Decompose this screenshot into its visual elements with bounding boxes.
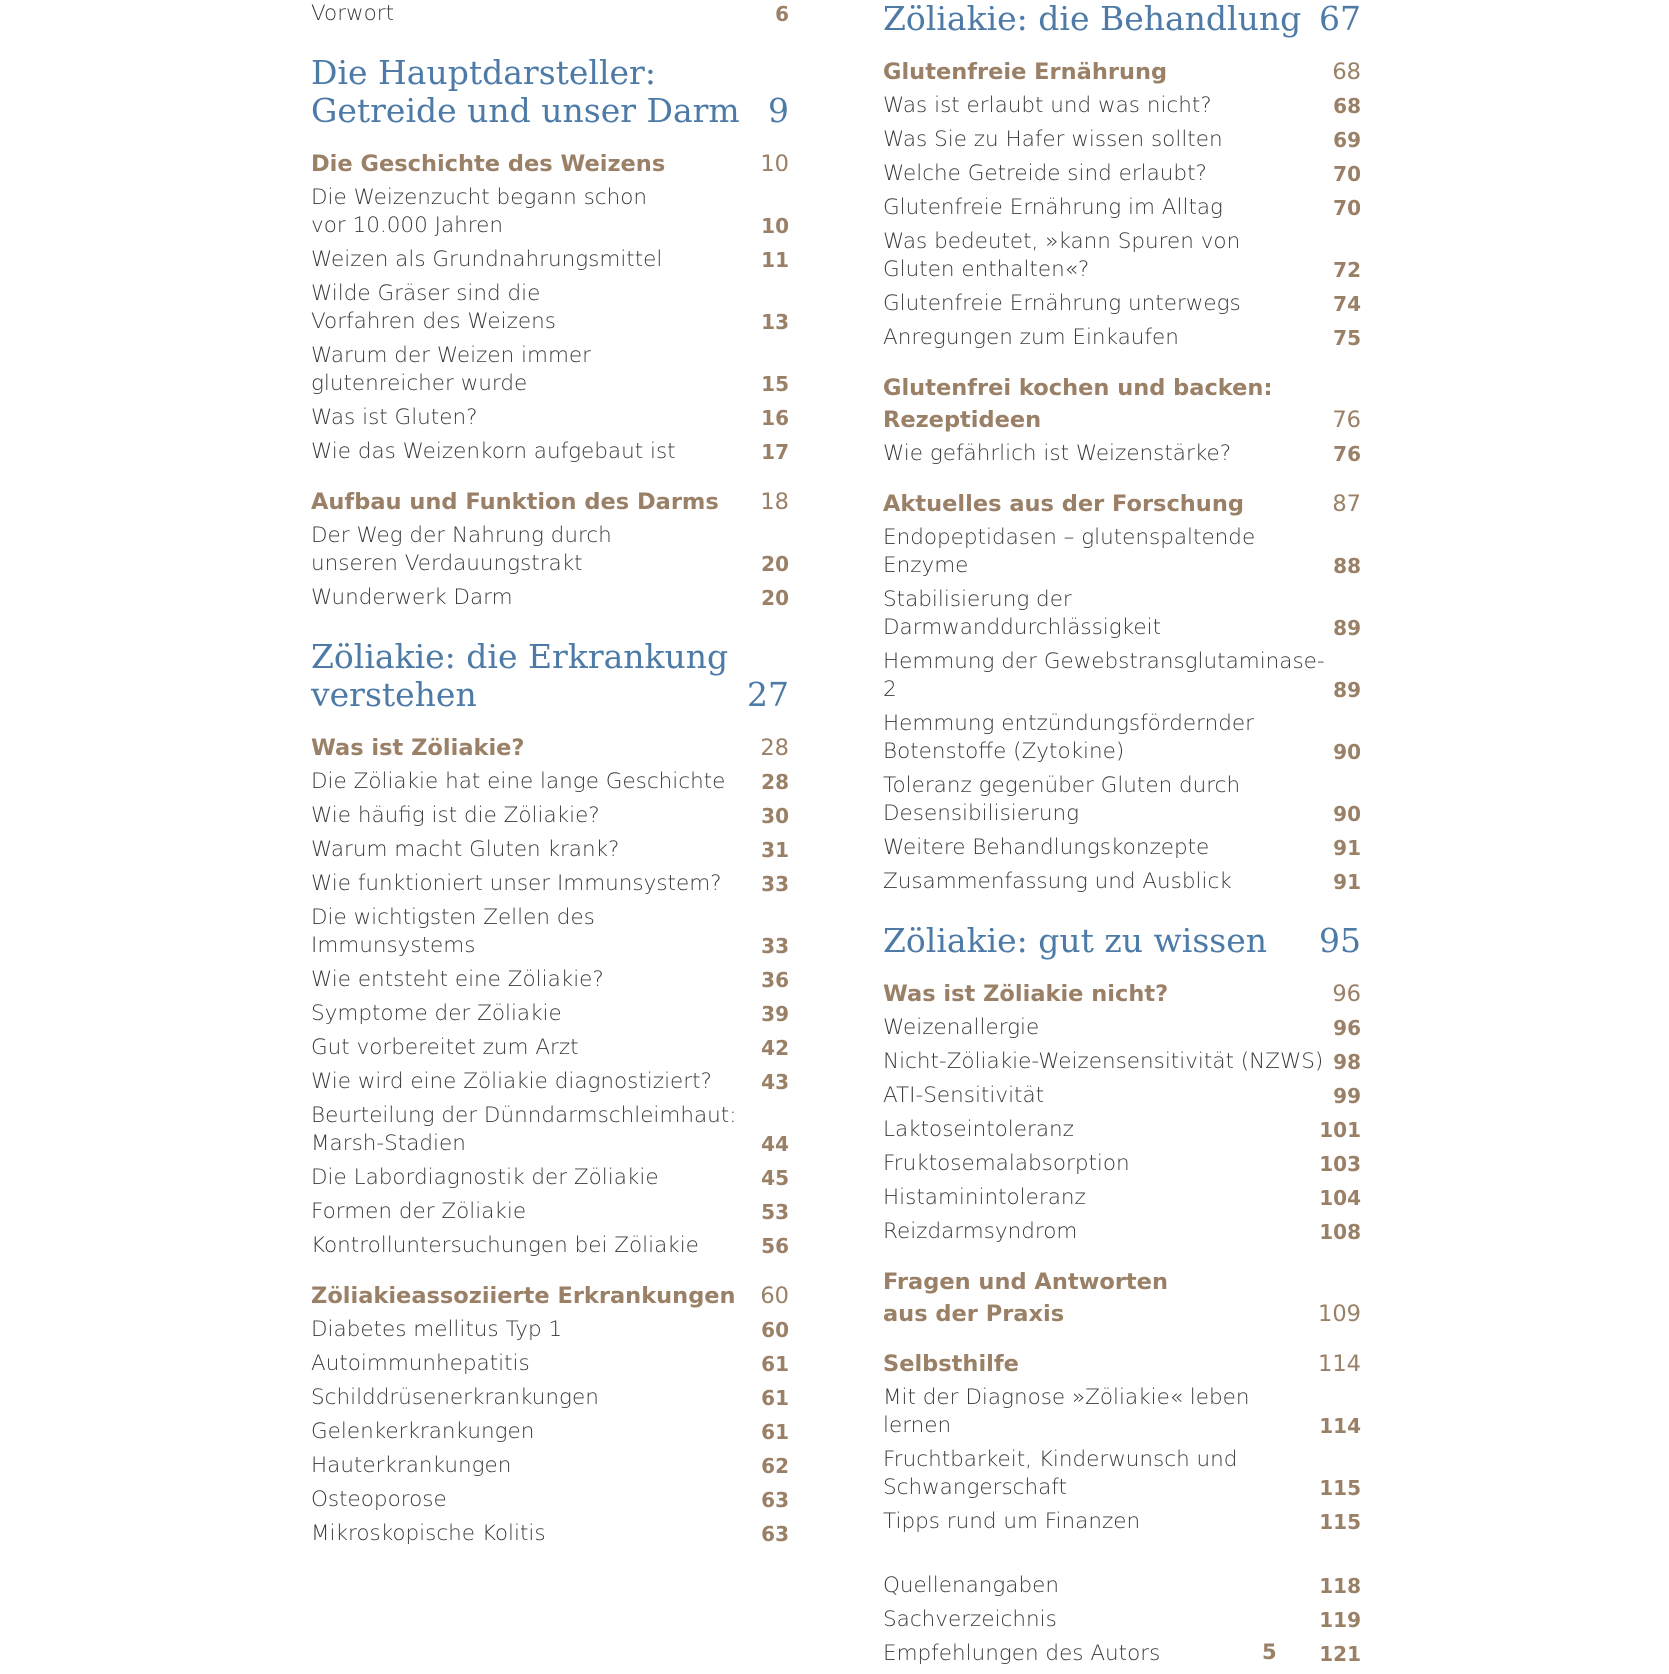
- toc-entry-title: Weizenallergie: [883, 1015, 1040, 1040]
- toc-gap: [311, 472, 789, 486]
- toc-section-title: Glutenfreie Ernährung: [883, 59, 1168, 85]
- toc-entry-page-number: 72: [1333, 258, 1361, 282]
- toc-entry[interactable]: [883, 586, 1361, 642]
- toc-entry-page-number: 91: [1333, 836, 1361, 860]
- toc-chapter[interactable]: [311, 54, 789, 130]
- toc-entry-title: Was ist Gluten?: [311, 405, 478, 430]
- toc-entry-page-number: 45: [761, 1166, 789, 1190]
- toc-entry-page-number: 114: [1319, 1414, 1361, 1438]
- toc-entry-title: Laktoseintoleranz: [883, 1117, 1074, 1142]
- toc-entry[interactable]: [311, 1198, 789, 1226]
- toc-entry[interactable]: [311, 1486, 789, 1514]
- toc-entry-page-number: 16: [761, 406, 789, 430]
- toc-entry-page-number: 98: [1333, 1050, 1361, 1074]
- toc-entry-page-number: 108: [1319, 1220, 1361, 1244]
- toc-entry[interactable]: [311, 768, 789, 796]
- toc-entry-page-number: 103: [1319, 1152, 1361, 1176]
- toc-entry-title: Was bedeutet, »kann Spuren von Gluten enthalten«?: [883, 229, 1241, 282]
- toc-section-page-number: 87: [1332, 491, 1361, 517]
- toc-entry[interactable]: [883, 834, 1361, 862]
- toc-entry-page-number: 44: [761, 1132, 789, 1156]
- toc-entry[interactable]: [311, 1102, 789, 1158]
- toc-entry-title: Die Labordiagnostik der Zöliakie: [311, 1165, 659, 1190]
- toc-entry-page-number: 89: [1333, 616, 1361, 640]
- toc-entry-page-number: 104: [1319, 1186, 1361, 1210]
- toc-entry-title: Was ist erlaubt und was nicht?: [883, 93, 1212, 118]
- toc-entry-page-number: 11: [761, 248, 789, 272]
- toc-entry-page-number: 33: [761, 872, 789, 896]
- toc-entry-title: Endopeptidasen – glutenspaltende Enzyme: [883, 525, 1256, 578]
- toc-entry-title: Autoimmunhepatitis: [311, 1351, 530, 1376]
- toc-entry-page-number: 69: [1333, 128, 1361, 152]
- toc-entry[interactable]: [311, 584, 789, 612]
- toc-chapter-page-number: 67: [1319, 0, 1361, 38]
- toc-entry[interactable]: [883, 1150, 1361, 1178]
- toc-entry-title: Fruktosemalabsorption: [883, 1151, 1130, 1176]
- toc-entry-title: Was Sie zu Hafer wissen sollten: [883, 127, 1223, 152]
- toc-entry-page-number: 63: [761, 1488, 789, 1512]
- toc-section-page-number: 10: [760, 151, 789, 177]
- toc-section-title: Glutenfrei kochen und backen: Rezeptideen: [883, 375, 1273, 433]
- toc-entry[interactable]: [311, 904, 789, 960]
- toc-entry[interactable]: [883, 1014, 1361, 1042]
- toc-gap: [883, 474, 1361, 488]
- toc-entry[interactable]: [311, 438, 789, 466]
- toc-entry[interactable]: [883, 524, 1361, 580]
- toc-entry-page-number: 13: [761, 310, 789, 334]
- toc-entry-title: Kontrolluntersuchungen bei Zöliakie: [311, 1233, 699, 1258]
- toc-entry-page-number: 70: [1333, 162, 1361, 186]
- toc-entry[interactable]: [311, 1350, 789, 1378]
- toc-entry-page-number: 91: [1333, 870, 1361, 894]
- toc-entry-title: Schilddrüsenerkrankungen: [311, 1385, 599, 1410]
- toc-entry[interactable]: [311, 836, 789, 864]
- toc-entry-page-number: 96: [1333, 1016, 1361, 1040]
- toc-section-title: Was ist Zöliakie?: [311, 735, 525, 761]
- toc-entry[interactable]: [883, 1446, 1361, 1502]
- toc-entry-page-number: 115: [1319, 1476, 1361, 1500]
- toc-entry-page-number: 61: [761, 1352, 789, 1376]
- toc-chapter-title: Zöliakie: die Behandlung: [883, 0, 1302, 38]
- toc-entry[interactable]: [883, 160, 1361, 188]
- toc-entry-page-number: 20: [761, 586, 789, 610]
- toc-entry[interactable]: [311, 522, 789, 578]
- toc-entry-title: Symptome der Zöliakie: [311, 1001, 562, 1026]
- toc-spacer: [883, 1542, 1361, 1572]
- toc-chapter-title: Zöliakie: gut zu wissen: [883, 921, 1267, 960]
- toc-entry-page-number: 101: [1319, 1118, 1361, 1142]
- toc-entry-page-number: 90: [1333, 740, 1361, 764]
- toc-section-page-number: 114: [1318, 1351, 1361, 1377]
- toc-entry-title: Mikroskopische Kolitis: [311, 1521, 546, 1546]
- toc-entry-page-number: 36: [761, 968, 789, 992]
- toc-entry-page-number: 56: [761, 1234, 789, 1258]
- toc-section[interactable]: [883, 372, 1361, 436]
- toc-entry-page-number: 99: [1333, 1084, 1361, 1108]
- toc-entry-title: Gut vorbereitet zum Arzt: [311, 1035, 579, 1060]
- toc-chapter[interactable]: [883, 0, 1361, 38]
- toc-entry-page-number: 90: [1333, 802, 1361, 826]
- toc-entry-title: Welche Getreide sind erlaubt?: [883, 161, 1207, 186]
- toc-section-title: Fragen und Antworten aus der Praxis: [883, 1269, 1168, 1327]
- toc-entry[interactable]: [311, 404, 789, 432]
- toc-entry-title: Zusammenfassung und Ausblick: [883, 869, 1232, 894]
- toc-entry-page-number: 60: [761, 1318, 789, 1342]
- toc-entry-title: Stabilisierung der Darmwanddurchlässigkeit: [883, 587, 1161, 640]
- toc-entry[interactable]: [311, 184, 789, 240]
- toc-entry-title: Glutenfreie Ernährung im Alltag: [883, 195, 1223, 220]
- toc-entry-page-number: 70: [1333, 196, 1361, 220]
- toc-entry[interactable]: [311, 1232, 789, 1260]
- toc-entry-page-number: 74: [1333, 292, 1361, 316]
- toc-section-page-number: 18: [760, 489, 789, 515]
- toc-entry-title: Osteoporose: [311, 1487, 447, 1512]
- toc-entry-title: Formen der Zöliakie: [311, 1199, 527, 1224]
- toc-entry-title: Wie entsteht eine Zöliakie?: [311, 967, 604, 992]
- toc-entry-title: Die wichtigsten Zellen des Immunsystems: [311, 905, 595, 958]
- toc-left-column: [311, 0, 789, 1554]
- toc-entry-title: Toleranz gegenüber Gluten durch Desensibilisierung: [883, 773, 1241, 826]
- toc-entry[interactable]: [883, 1572, 1361, 1600]
- toc-entry[interactable]: [883, 648, 1361, 704]
- toc-entry[interactable]: [311, 246, 789, 274]
- toc-entry-title: Weizen als Grundnahrungsmittel: [311, 247, 663, 272]
- toc-entry-title: Wilde Gräser sind die Vorfahren des Weizens: [311, 281, 556, 334]
- toc-entry-title: Empfehlungen des Autors: [883, 1641, 1161, 1666]
- toc-section[interactable]: [883, 56, 1361, 88]
- toc-entry-title: Diabetes mellitus Typ 1: [311, 1317, 563, 1342]
- toc-entry-page-number: 28: [761, 770, 789, 794]
- toc-entry[interactable]: [883, 290, 1361, 318]
- toc-section-page-number: 68: [1332, 59, 1361, 85]
- toc-section-page-number: 96: [1332, 981, 1361, 1007]
- toc-section-title: Aktuelles aus der Forschung: [883, 491, 1244, 517]
- toc-entry-title: Wie funktioniert unser Immunsystem?: [311, 871, 722, 896]
- toc-entry-title: Wie wird eine Zöliakie diagnostiziert?: [311, 1069, 712, 1094]
- toc-entry-page-number: 68: [1333, 94, 1361, 118]
- toc-gap: [883, 902, 1361, 922]
- toc-entry[interactable]: [883, 440, 1361, 468]
- toc-chapter-page-number: 95: [1319, 921, 1361, 960]
- toc-entry-page-number: 20: [761, 552, 789, 576]
- toc-entry[interactable]: [311, 1164, 789, 1192]
- toc-entry-title: Quellenangaben: [883, 1573, 1059, 1598]
- toc-entry[interactable]: [311, 1034, 789, 1062]
- toc-chapter-title: Die Hauptdarsteller: Getreide und unser Darm: [311, 53, 740, 130]
- toc-chapter[interactable]: [883, 922, 1361, 960]
- toc-entry-title: Glutenfreie Ernährung unterwegs: [883, 291, 1241, 316]
- toc-entry-title: Die Weizenzucht begann schon vor 10.000 Jahren: [311, 185, 648, 238]
- toc-entry-title: Hemmung der Gewebstransglutaminase-2: [883, 649, 1325, 702]
- toc-entry[interactable]: [883, 868, 1361, 896]
- toc-entry-title: Warum macht Gluten krank?: [311, 837, 620, 862]
- toc-chapter[interactable]: [311, 638, 789, 714]
- toc-entry-title: Vorwort: [311, 1, 395, 26]
- toc-entry-title: Weitere Behandlungskonzepte: [883, 835, 1210, 860]
- toc-section-title: Was ist Zöliakie nicht?: [883, 981, 1169, 1007]
- toc-entry-page-number: 39: [761, 1002, 789, 1026]
- page-number: 5: [1262, 1640, 1277, 1664]
- toc-entry-title: Fruchtbarkeit, Kinderwunsch und Schwangerschaft: [883, 1447, 1238, 1500]
- toc-entry-title: Die Zöliakie hat eine lange Geschichte: [311, 769, 726, 794]
- toc-entry-page-number: 62: [761, 1454, 789, 1478]
- toc-entry-title: Wunderwerk Darm: [311, 585, 513, 610]
- toc-entry[interactable]: [311, 342, 789, 398]
- toc-section-title: Zöliakieassoziierte Erkrankungen: [311, 1283, 736, 1309]
- toc-entry[interactable]: [883, 772, 1361, 828]
- toc-entry[interactable]: [883, 1048, 1361, 1076]
- toc-entry-page-number: 118: [1319, 1574, 1361, 1598]
- toc-section-title: Aufbau und Funktion des Darms: [311, 489, 719, 515]
- toc-entry-page-number: 43: [761, 1070, 789, 1094]
- toc-entry[interactable]: [311, 0, 789, 28]
- toc-entry-page-number: 17: [761, 440, 789, 464]
- toc-entry-title: Wie häufig ist die Zöliakie?: [311, 803, 600, 828]
- toc-entry-page-number: 33: [761, 934, 789, 958]
- toc-gap: [311, 618, 789, 638]
- toc-gap: [883, 358, 1361, 372]
- toc-chapter-page-number: 27: [747, 675, 789, 714]
- toc-entry[interactable]: [883, 1508, 1361, 1536]
- toc-section[interactable]: [883, 1348, 1361, 1380]
- toc-entry[interactable]: [883, 194, 1361, 222]
- toc-section[interactable]: [883, 1266, 1361, 1330]
- toc-entry-title: Der Weg der Nahrung durch unseren Verdauungstrakt: [311, 523, 612, 576]
- toc-entry[interactable]: [883, 324, 1361, 352]
- toc-entry-title: Gelenkerkrankungen: [311, 1419, 535, 1444]
- toc-entry[interactable]: [883, 1116, 1361, 1144]
- toc-entry-title: Wie gefährlich ist Weizenstärke?: [883, 441, 1232, 466]
- toc-entry[interactable]: [311, 870, 789, 898]
- toc-section-title: Selbsthilfe: [883, 1351, 1019, 1377]
- toc-entry[interactable]: [311, 802, 789, 830]
- toc-entry-title: ATI-Sensitivität: [883, 1083, 1045, 1108]
- toc-entry-title: Sachverzeichnis: [883, 1607, 1057, 1632]
- toc-entry[interactable]: [311, 1452, 789, 1480]
- toc-gap: [311, 1266, 789, 1280]
- toc-entry[interactable]: [883, 1640, 1361, 1668]
- toc-entry-page-number: 53: [761, 1200, 789, 1224]
- toc-entry[interactable]: [883, 1384, 1361, 1440]
- toc-gap: [311, 34, 789, 54]
- toc-entry[interactable]: [883, 92, 1361, 120]
- toc-entry[interactable]: [883, 1218, 1361, 1246]
- toc-entry-page-number: 61: [761, 1386, 789, 1410]
- toc-entry[interactable]: [311, 1068, 789, 1096]
- toc-entry-title: Wie das Weizenkorn aufgebaut ist: [311, 439, 676, 464]
- toc-entry-page-number: 76: [1333, 442, 1361, 466]
- toc-entry-page-number: 88: [1333, 554, 1361, 578]
- toc-section[interactable]: [883, 978, 1361, 1010]
- toc-entry[interactable]: [883, 126, 1361, 154]
- toc-entry-title: Mit der Diagnose »Zöliakie« leben lernen: [883, 1385, 1250, 1438]
- toc-entry-title: Warum der Weizen immer glutenreicher wurde: [311, 343, 591, 396]
- toc-entry[interactable]: [311, 1418, 789, 1446]
- toc-entry-title: Hemmung entzündungsfördernder Botenstoffe (Zytokine): [883, 711, 1254, 764]
- toc-section[interactable]: [883, 488, 1361, 520]
- toc-entry-title: Tipps rund um Finanzen: [883, 1509, 1141, 1534]
- toc-entry-page-number: 6: [775, 2, 789, 26]
- toc-entry[interactable]: [311, 1316, 789, 1344]
- toc-entry-page-number: 61: [761, 1420, 789, 1444]
- toc-chapter-title: Zöliakie: die Erkrankung verstehen: [311, 637, 729, 714]
- toc-entry-page-number: 10: [761, 214, 789, 238]
- toc-section-title: Die Geschichte des Weizens: [311, 151, 666, 177]
- toc-gap: [883, 1334, 1361, 1348]
- toc-entry-title: Hauterkrankungen: [311, 1453, 512, 1478]
- toc-right-column: [883, 0, 1361, 1674]
- toc-entry-page-number: 42: [761, 1036, 789, 1060]
- toc-entry-page-number: 31: [761, 838, 789, 862]
- toc-section[interactable]: [311, 1280, 789, 1312]
- toc-entry-title: Reizdarmsyndrom: [883, 1219, 1078, 1244]
- toc-entry-page-number: 89: [1333, 678, 1361, 702]
- toc-entry[interactable]: [311, 280, 789, 336]
- toc-entry-title: Beurteilung der Dünndarmschleimhaut: Marsh-Stadien: [311, 1103, 737, 1156]
- toc-section-page-number: 76: [1332, 407, 1361, 433]
- toc-entry[interactable]: [311, 1384, 789, 1412]
- toc-entry-title: Anregungen zum Einkaufen: [883, 325, 1179, 350]
- toc-entry-page-number: 15: [761, 372, 789, 396]
- toc-chapter-page-number: 9: [768, 91, 789, 130]
- toc-section-page-number: 109: [1318, 1301, 1361, 1327]
- toc-entry-page-number: 119: [1319, 1608, 1361, 1632]
- toc-entry[interactable]: [311, 1000, 789, 1028]
- toc-entry[interactable]: [883, 228, 1361, 284]
- toc-entry-title: Histaminintoleranz: [883, 1185, 1086, 1210]
- toc-entry-page-number: 115: [1319, 1510, 1361, 1534]
- toc-entry[interactable]: [883, 1082, 1361, 1110]
- toc-entry-page-number: 30: [761, 804, 789, 828]
- toc-entry[interactable]: [883, 1184, 1361, 1212]
- toc-section[interactable]: [311, 732, 789, 764]
- toc-entry[interactable]: [311, 966, 789, 994]
- toc-entry[interactable]: [883, 710, 1361, 766]
- toc-entry-page-number: 121: [1319, 1642, 1361, 1666]
- toc-entry-title: Nicht-Zöliakie-Weizensensitivität (NZWS): [883, 1049, 1324, 1074]
- toc-section-page-number: 60: [760, 1283, 789, 1309]
- toc-section-page-number: 28: [760, 735, 789, 761]
- toc-section[interactable]: [311, 486, 789, 518]
- toc-section[interactable]: [311, 148, 789, 180]
- toc-entry-page-number: 75: [1333, 326, 1361, 350]
- toc-entry[interactable]: [311, 1520, 789, 1548]
- toc-gap: [883, 1252, 1361, 1266]
- toc-entry-page-number: 63: [761, 1522, 789, 1546]
- toc-entry[interactable]: [883, 1606, 1361, 1634]
